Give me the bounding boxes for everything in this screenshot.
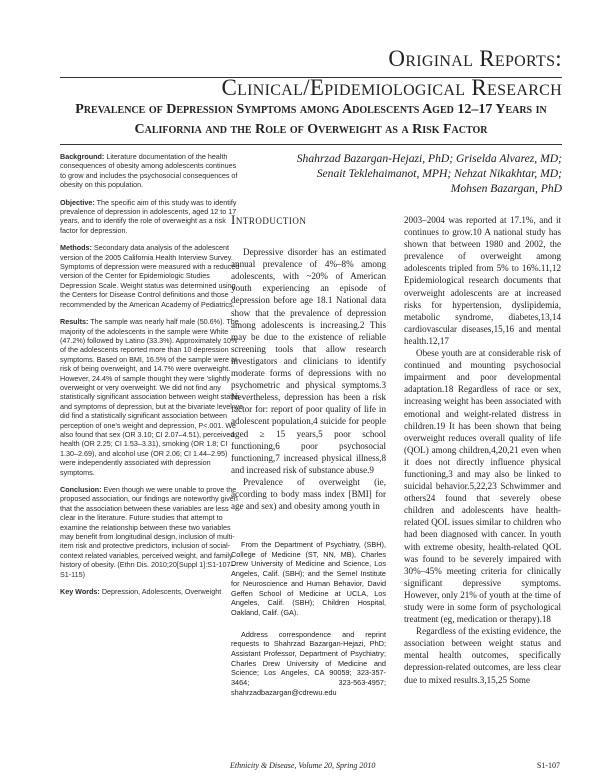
body-column-right — [404, 214, 561, 686]
body-column-left — [231, 214, 386, 512]
abstract-keywords: Key Words: Depression, Adolescents, Overweight — [60, 587, 222, 597]
article-title-line1: Prevalence of Depression Symptoms among Adolescents Aged 12–17 Years in — [75, 102, 547, 117]
body-paragraph: Obese youth are at considerable risk of continued and mounting psychosocial impairment and poor developmental adaptation.18 Regardless of race or sex, increasing weight has been associated with emotional and weight-related distress in children.19 It has been shown that being overweight reduces overall quality of life (QOL) among children,4,20,21 even when it does not directly influence physical functioning,3 and may also be linked to suicidal behavior.5,22,23 Schwimmer and others24 found that severely obese children and adolescents have health-related QOL issues similar to children who had been diagnosed with cancer. In youth with extreme obesity, health-related QOL was found to be severely impaired with 30%–45% meeting criteria for clinically significant depressive symptoms. However, only 21% of youth at the time of study were in some form of psychological treatment (eg, medication or therapy).18 — [404, 348, 561, 625]
article-title — [60, 100, 562, 140]
affiliation-from: From the Department of Psychiatry, (SBH), College of Medicine (ST, NN, MB), Charles Drew University of Medicine and Science, Los Angeles, Calif. (SBH); and the Semel Institute for Neuroscience and Human Behavior, David Geffen School of Medicine at UCLA, Los Angeles, Calif. (SBH); Children Hospital, Oakland, Calif. (GA). — [231, 540, 386, 617]
body-paragraph: Regardless of the existing evidence, the association between weight status and mental health outcomes, specifically depression-related outcomes, are less clear due to mixed results.3,15,25 Some — [404, 626, 561, 685]
title-rule — [60, 144, 562, 145]
abstract-results: Results: The sample was nearly half male (50.6%). The majority of the adolescents in the sample were White (47.2%) followed by Latino (33.3%). Approximately 10% of the adolescents reported more than 10 depression symptoms. Based on BMI, 16.5% of the sample were at-risk of being overweight, and 14.7% were overweight. However, 24.4% of sample thought they were 'slightly overweight or very overweight. We did not find any statistically significant association between weight status and symptoms of depression, but at the bivariate level we did find a statistically significant association between perception of one's weight and depression, P<.001. We also found that sex (OR 3.10; CI 2.07–4.51), perceived health (OR 2.25; CI 1.53–3.31), smoking (OR 1.8; CI 1.30–2.69), and alcohol use (OR 2.06; CI 1.44–2.95) were independently associated with depression symptoms. — [60, 317, 243, 477]
section-heading-introduction: Introduction — [231, 212, 307, 227]
abstract-objective: Objective: The specific aim of this study was to identify prevalence of depression in adolescents, aged 12 to 17 years, and to identify the role of overweight as a risk factor for depression. — [60, 197, 237, 235]
author-line: Mohsen Bazargan, PhD — [450, 182, 562, 195]
footer-journal-citation: Ethnicity & Disease, Volume 20, Spring 2010 — [230, 761, 376, 770]
abstract-background: Background: Literature documentation of the health consequences of obesity among adolescents continues to grow and includes the psychosocial consequences of obesity on this population. — [60, 152, 238, 190]
abstract-methods: Methods: Secondary data analysis of the adolescent version of the 2005 California Health Interview Survey. Symptoms of depression were measured with a reduced version of the Center for Epidemiologic Studies Depression Scale. Weight status was determined using the Centers for Disease Control definitions and those recommended by the American Academy of Pediatrics. — [60, 243, 240, 309]
body-paragraph: Prevalence of overweight (ie, according to body mass index [BMI] for age and sex) and obesity among youth in — [231, 476, 386, 512]
abstract-conclusion: Conclusion: Even though we were unable to prove the proposed association, our findings are noteworthy given that the association between these variables are less clear in the literature. Future studies that attempt to examine the relationship between these two variables may benefit from longitudinal design, inclusion of multi-item risk and protective predictors, inclusion of social-context related variables, perceived weight, and family history of obesity. (Ethn Dis. 2010;20[Suppl 1]:S1-107–S1-115) — [60, 485, 238, 579]
footer-page-number: S1-107 — [536, 761, 560, 770]
author-affiliation — [231, 540, 386, 710]
section-label-line1: Original Reports: — [388, 46, 562, 71]
correspondence-address: Address correspondence and reprint requests to Shahrzad Bazargan-Hejazi, PhD; Assistant Professor, Department of Psychiatry; Charles Drew University of Medicine and Science; Los Angeles, CA 90059; 323-357-3464; 323-563-4957; shahrzadbazargan@cdrewu.edu — [231, 629, 386, 697]
article-title-line2: California and the Role of Overweight as a Risk Factor — [134, 122, 488, 137]
body-paragraph: Depressive disorder has an estimated annual prevalence of 4%–8% among adolescents, with ~20% of American youth experiencing an episode of depression before age 18.1 National data show that the prevalence of depression among adolescents is increasing.2 This may be due to the existence of reliable screening tools that allow research investigators and clinicians to identify moderate forms of depressions with no psychometric and physical symptoms.3 Nevertheless, depression has been a risk factor for: report of poor quality of life in adolescent population,4 suicide for people aged ≥ 15 years,5 poor school functioning,6 poor psychosocial functioning,7 increased physical illness,8 and increased risk of substance abuse.9 — [231, 247, 386, 475]
author-line: Shahrzad Bazargan-Hejazi, PhD; Griselda Alvarez, MD; — [296, 152, 562, 165]
section-label-line2: Clinical/Epidemiological Research — [221, 75, 562, 100]
author-list — [262, 151, 562, 196]
author-line: Senait Teklehaimanot, MPH; Nehzat Nikakhtar, MD; — [316, 167, 562, 180]
section-label — [221, 44, 562, 102]
abstract — [60, 152, 243, 604]
header-rule — [60, 77, 562, 78]
body-paragraph: 2003–2004 was reported at 17.1%, and it continues to grow.10 A national study has shown that between 1980 and 2002, the prevalence of overweight among adolescents tripled from 5% to 16%.11,12 Epidemiological research documents that overweight adolescents are at increased risks for hypertension, dyslipidemia, metabolic syndrome, diabetes,13,14 cardiovascular diseases,15,16 and mental health.12,17 — [404, 215, 561, 346]
